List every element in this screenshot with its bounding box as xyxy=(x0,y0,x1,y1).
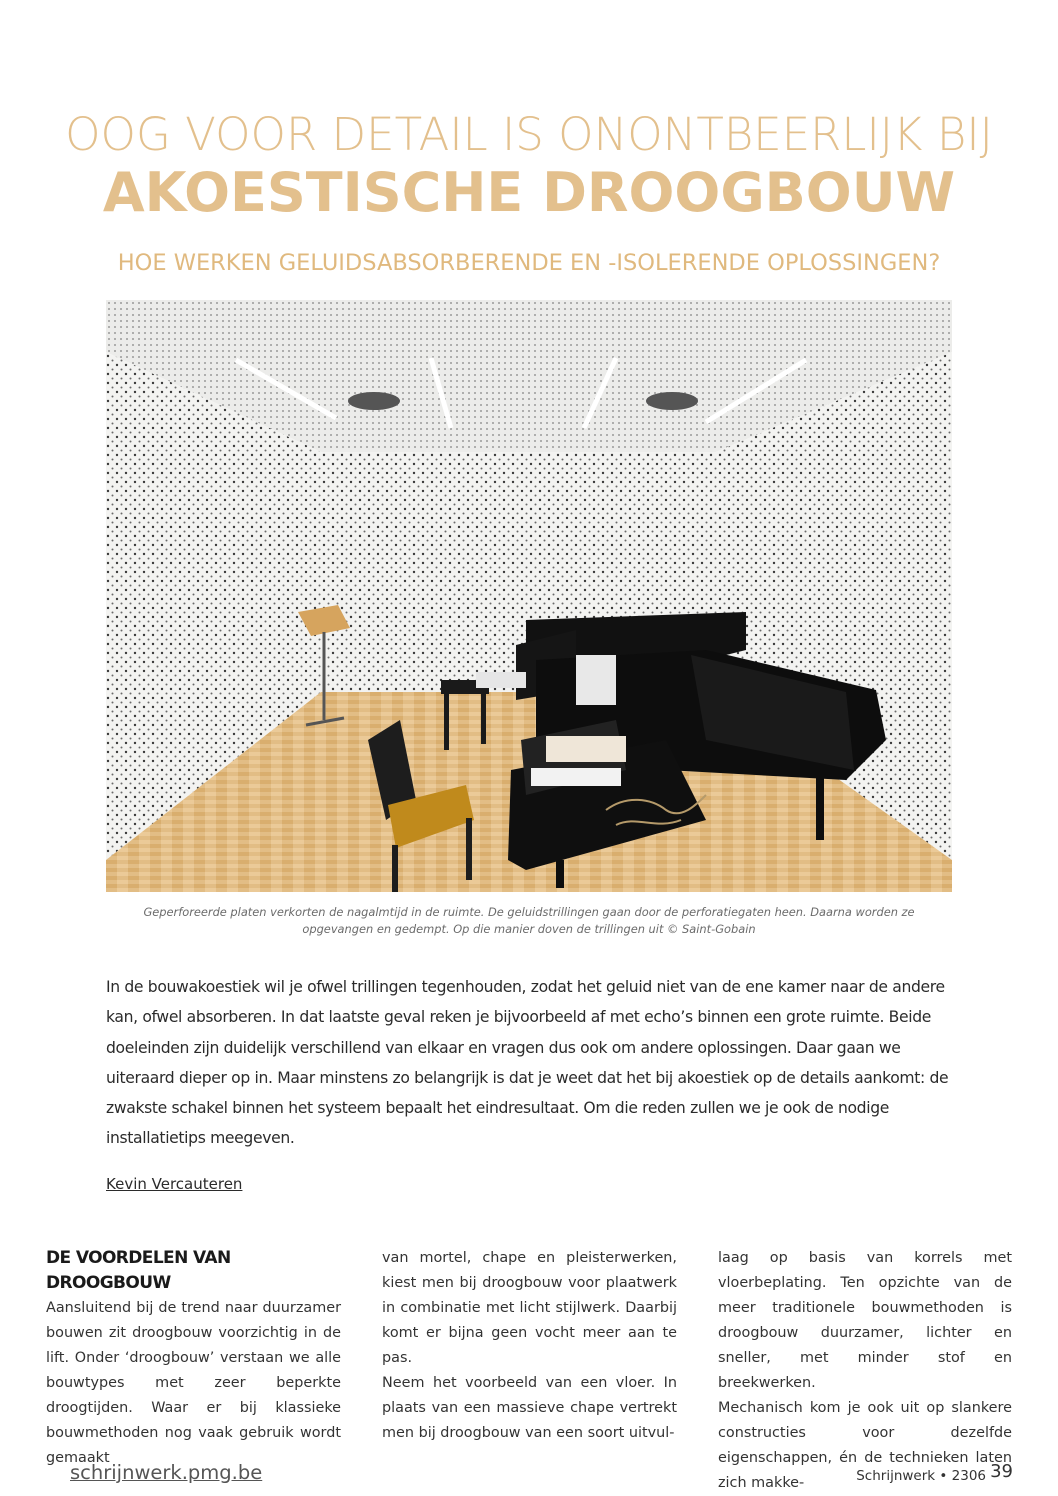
body-column-1 xyxy=(46,1246,341,1466)
column-3-text-b: Mechanisch kom je ook uit op slankere constructies voor dezelfde eigenschappen, én de technieken laten zich makke- xyxy=(718,1400,1012,1491)
intro-text: In de bouwakoestiek wil je ofwel trillingen tegenhouden, zodat het geluid niet van de ene kamer naar de andere kan, ofwel absorberen. In dat laatste geval reken je bijvoorbeeld af met echo’s binnen een grote ruimte. Beide doeleinden zijn duidelijk verschillend van elkaar en vragen dus ook om andere oplossingen. Daar gaan we uiteraard dieper op in. Maar minstens zo belangrijk is dat je weet dat het bij akoestiek op de details aankomt: de zwakste schakel binnen het systeem bepaalt het eindresultaat. Om die reden zullen we je ook de nodige installatietips meegeven. xyxy=(106,978,949,1148)
column-1-text: Aansluitend bij de trend naar duurzamer bouwen zit droogbouw voorzichtig in de lift. Onder ‘droogbouw’ verstaan we alle bouwtypes met zeer beperkte droogtijden. Waar er bij klassieke bouwmethoden nog vaak gebruik wordt gemaakt xyxy=(46,1300,341,1466)
section-heading: DE VOORDELEN VAN DROOGBOUW xyxy=(46,1248,231,1293)
column-2-text-b: Neem het voorbeeld van een vloer. In plaats van een massieve chape vertrekt men bij droogbouw van een soort uitvul- xyxy=(382,1375,677,1441)
headline-line-2: AKOESTISCHE DROOGBOUW xyxy=(102,161,956,224)
caption-line-1: Geperforeerde platen verkorten de nagalmtijd in de ruimte. De geluidstrillingen gaan door de perforatiegaten heen. Daarna worden ze xyxy=(143,905,915,919)
photo-caption xyxy=(106,904,952,938)
headline-line-1: OOG VOOR DETAIL IS ONONTBEERLIJK BIJ xyxy=(65,108,993,161)
magazine-issue xyxy=(856,1466,986,1486)
intro-paragraph xyxy=(106,972,952,1154)
page-number: 39 xyxy=(990,1461,1013,1482)
subheadline: HOE WERKEN GELUIDSABSORBERENDE EN -ISOLERENDE OPLOSSINGEN? xyxy=(117,250,941,276)
website-link[interactable]: schrijnwerk.pmg.be xyxy=(70,1461,263,1484)
caption-line-2: opgevangen en gedempt. Op die manier doven de trillingen uit © Saint-Gobain xyxy=(302,922,756,936)
column-3-text-a: laag op basis van korrels met vloerbeplating. Ten opzichte van de meer traditionele bouwmethoden is droogbouw duurzamer, lichter en sneller, met minder stof en breekwerken. xyxy=(718,1250,1012,1391)
magazine-issue-text: Schrijnwerk • 2306 xyxy=(856,1468,986,1484)
room-photo xyxy=(106,300,952,892)
body-column-2 xyxy=(382,1246,677,1442)
author-byline: Kevin Vercauteren xyxy=(106,1175,243,1193)
column-2-text-a: van mortel, chape en pleisterwerken, kiest men bij droogbouw voor plaatwerk in combinatie met licht stijlwerk. Daarbij komt er bijna geen vocht meer aan te pas. xyxy=(382,1250,677,1366)
